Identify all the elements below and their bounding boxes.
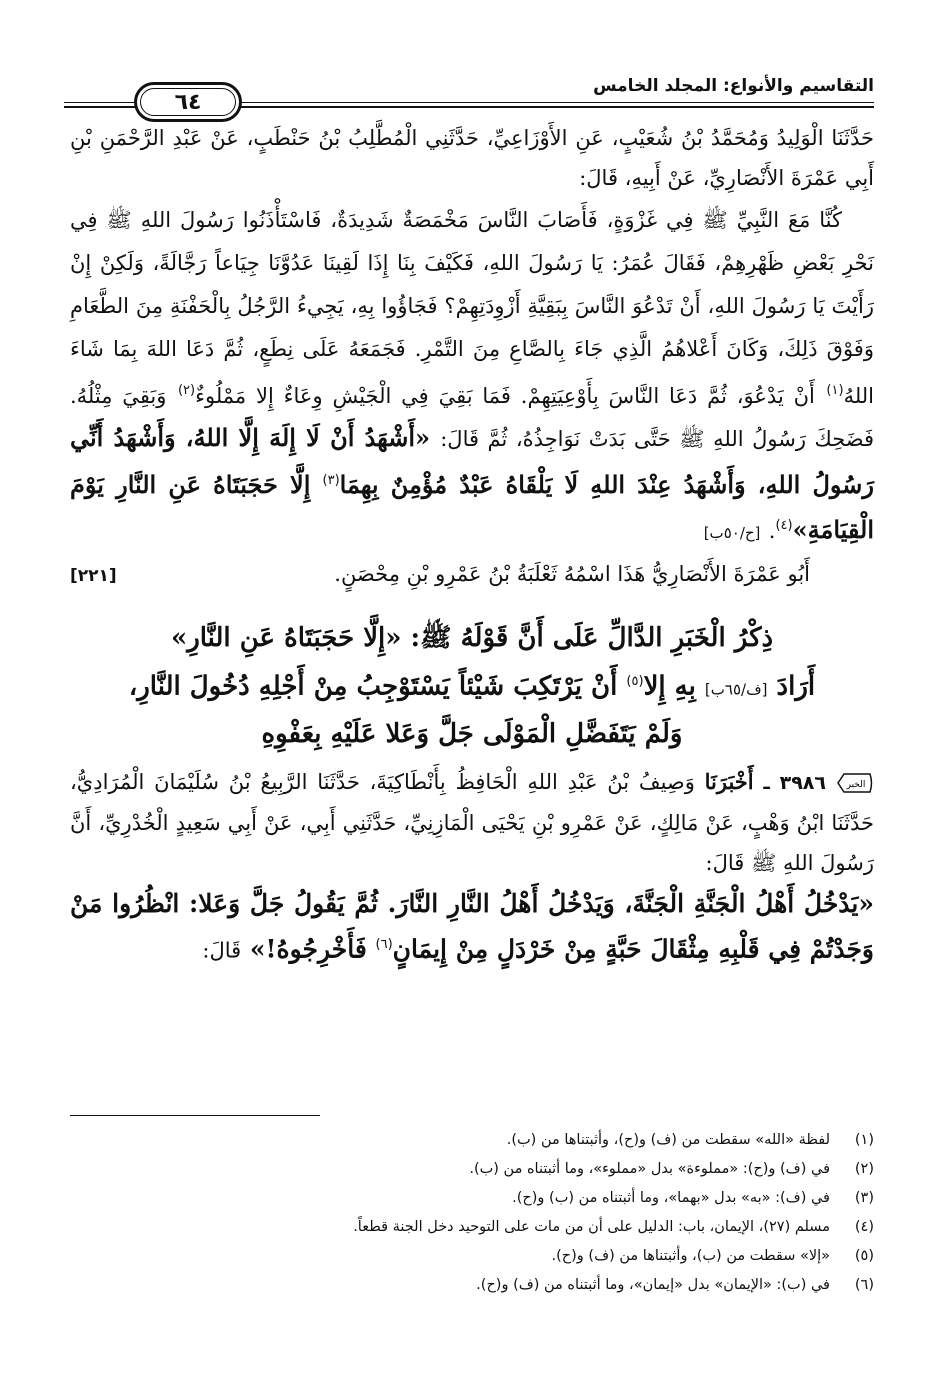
- hadith-text-e: إِلَّا حَجَبَتَاهُ عَنِ النَّارِ يَوْمَ الْقِيَامَةِ»: [70, 470, 874, 544]
- khabar-ornament-icon: [836, 771, 874, 795]
- footnote-number: (٣): [854, 1190, 874, 1206]
- page-number: ٦٤: [140, 88, 236, 116]
- chapter-manuscript-ref: [ف/٦٥ب]: [704, 680, 768, 699]
- hadith-text-d: «أَشْهَدُ أَنْ لَا إِلَهَ إِلَّا اللهُ، وَأَشْهَدُ أَنِّي رَسُولُ اللهِ، وَأَشْهَدُ عِنْدَ اللهِ لَا يَلْقَاهُ عَبْدٌ مُؤْمِنٌ بِهِمَا: [70, 423, 874, 499]
- footnote-separator: [70, 1115, 320, 1116]
- hadith-text-b: أَنْ يَدْعُوَ، ثُمَّ دَعَا النَّاسَ بِأَوْعِيَتِهِمْ. فَمَا بَقِيَ فِي الْجَيْشِ وِعَاءٌ إِلا مَمْلُوءٌ: [195, 384, 815, 408]
- chapter-line-2: [70, 660, 874, 712]
- manuscript-ref: [ح/٥٠ب]: [703, 524, 761, 542]
- chapter-line-2a: أَرَادَ: [776, 671, 816, 702]
- footnotes: [70, 1126, 874, 1300]
- footnote-text: في (ف): «به» بدل «بهما»، وما أثبتناه من (ب) و(ح).: [512, 1190, 830, 1206]
- footnote-text: «إلا» سقطت من (ب)، وأثبتناها من (ف) و(ح).: [551, 1248, 830, 1264]
- hadith-index: [٢٢١]: [70, 566, 117, 586]
- akhbarana-word: أَخْبَرَنَا: [704, 768, 754, 794]
- footnote-number: (٢): [854, 1161, 874, 1177]
- chapter-line-3: وَلَمْ يَتَفَضَّلِ الْمَوْلَى جَلَّ وَعَلا عَلَيْهِ بِعَفْوِهِ: [261, 718, 683, 749]
- main-text: [70, 118, 874, 971]
- footnote-1: [70, 1126, 874, 1155]
- footnote-text: مسلم (٢٧)، الإيمان، باب: الدليل على أن من مات على التوحيد دخل الجنة قطعاً.: [353, 1219, 830, 1235]
- footnote-number: (٦): [854, 1277, 874, 1293]
- footnote-number: (٥): [854, 1248, 874, 1264]
- footnote-number: (٤): [854, 1219, 874, 1235]
- hadith-text-c: وَبَقِيَ مِثْلُهُ. فَضَحِكَ رَسُولُ اللهِ ﷺ حَتَّى بَدَتْ نَوَاجِذُهُ، ثُمَّ قَالَ:: [70, 384, 874, 451]
- hadith-text-a: كُنَّا مَعَ النَّبِيِّ ﷺ فِي غَزْوَةٍ، فَأَصَابَ النَّاسَ مَخْمَصَةٌ شَدِيدَةٌ، فَاسْتَأْذَنُوا رَسُولَ اللهِ ﷺ فِي نَحْرِ بَعْضِ ظَهْرِهِمْ، فَقَالَ عُمَرُ: يَا رَسُولَ اللهِ، فَكَيْفَ بِنَا إِذَا لَقِينَا عَدُوَّنَا جِيَاعاً رَجَّالَةً، وَلَكِنْ إِنْ رَأَيْتَ يَا رَسُولَ اللهِ، أَنْ تَدْعُوَ النَّاسَ بِبَقِيَّةِ أَزْوِدَتِهِمْ؟ فَجَاؤُوا بِهِ، يَجِيءُ الرَّجُلُ بِالْحَفْنَةِ مِنَ الطَّعَامِ وَفَوْقَ ذَلِكَ، وَكَانَ أَعْلاهُمُ الَّذِي جَاءَ بِالصَّاعِ مِنَ التَّمْرِ. فَجَمَعَهُ عَلَى نِطَعٍ، ثُمَّ دَعَا اللهَ بِمَا شَاءَ اللهُ: [70, 208, 875, 408]
- matn-text-a: «يَدْخُلُ أَهْلُ الْجَنَّةِ الْجَنَّةَ، وَيَدْخُلُ أَهْلُ النَّارِ النَّارَ. ثُمَّ يَقُولُ جَلَّ وَعَلا: انْظُرُوا مَنْ وَجَدْتُمْ فِي قَلْبِهِ مِثْقَالَ حَبَّةٍ مِنْ خَرْدَلٍ مِنْ إِيمَانٍ: [70, 888, 874, 963]
- footnote-4: [70, 1213, 874, 1242]
- page-number-frame: [134, 82, 242, 122]
- hadith-paragraph: [70, 198, 874, 554]
- footnote-6: [70, 1271, 874, 1300]
- isnad-paragraph: حَدَّثَنَا الْوَلِيدُ وَمُحَمَّدُ بْنُ شُعَيْبٍ، عَنِ الأَوْزَاعِيِّ، حَدَّثَنِي الْمُطَّلِبُ بْنُ حَنْطَبٍ، عَنْ عَبْدِ الرَّحْمَنِ بْنِ أَبِي عَمْرَةَ الأَنْصَارِيِّ، عَنْ أَبِيهِ، قَالَ:: [70, 126, 874, 190]
- footnote-5: [70, 1242, 874, 1271]
- footnote-text: لفظة «الله» سقطت من (ف) و(ح)، وأثبتناها من (ب).: [506, 1132, 830, 1148]
- matn-text-b: فَأَخْرِجُوهُ!»: [249, 933, 367, 963]
- footnote-text: في (ب): «الإيمان» بدل «إيمان»، وما أثبتناه من (ف) و(ح).: [476, 1277, 830, 1293]
- footnote-text: في (ف) و(ح): «مملوءة» بدل «مملوء»، وما أثبتناه من (ب).: [469, 1161, 830, 1177]
- footnote-ref-3[interactable]: (٣): [322, 473, 340, 488]
- footnote-ref-1[interactable]: (١): [826, 383, 844, 398]
- hadith-number: ٣٩٨٦ ـ: [763, 771, 826, 794]
- footnote-3: [70, 1184, 874, 1213]
- chapter-line-2c: أَنْ يَرْتَكِبَ شَيْئاً يَسْتَوْجِبُ مِنْ أَجْلِهِ دُخُولَ النَّارِ،: [128, 671, 618, 702]
- footnote-number: (١): [854, 1132, 874, 1148]
- khabar-ornament-label: الخبر: [846, 780, 866, 791]
- chapter-heading: [70, 616, 874, 756]
- hadith-text-end: .: [768, 519, 776, 543]
- isnad-paragraph-2: [70, 762, 874, 883]
- footnote-2: [70, 1155, 874, 1184]
- running-title: التقاسيم والأنواع: المجلد الخامس: [593, 76, 874, 96]
- page-header: [64, 72, 874, 115]
- note-text: أَبُو عَمْرَةَ الأَنْصَارِيُّ هَذَا اسْمُهُ ثَعْلَبَةُ بْنُ عَمْرِو بْنِ مِحْصَنٍ.: [334, 562, 810, 586]
- chapter-line-1: ذِكْرُ الْخَبَرِ الدَّالِّ عَلَى أَنَّ قَوْلَهُ ﷺ: «إِلَّا حَجَبَتَاهُ عَنِ النَّارِ»: [170, 623, 774, 653]
- chapter-line-2b: بِهِ إِلا: [643, 671, 696, 702]
- matn-text-c: قَالَ:: [202, 937, 242, 962]
- footnote-ref-6[interactable]: (٦): [375, 936, 393, 952]
- isnad-text-2: وَصِيفُ بْنُ عَبْدِ اللهِ الْحَافِظُ بِأَنْطَاكِيَةَ، حَدَّثَنَا الرَّبِيعُ بْنُ سُلَيْمَانَ الْمُرَادِيُّ، حَدَّثَنَا ابْنُ وَهْبٍ، عَنْ مَالِكٍ، عَنْ عَمْرِو بْنِ يَحْيَى الْمَازِنِيِّ، حَدَّثَنِي أَبِي، عَنْ أَبِي سَعِيدٍ الْخُدْرِيِّ، أَنَّ رَسُولَ اللهِ ﷺ قَالَ:: [70, 769, 874, 875]
- footnote-ref-4[interactable]: (٤): [775, 518, 793, 533]
- footnote-ref-5[interactable]: (٥): [626, 674, 644, 689]
- note-paragraph: [70, 554, 874, 596]
- matn-paragraph: [70, 883, 874, 971]
- footnote-ref-2[interactable]: (٢): [177, 383, 196, 398]
